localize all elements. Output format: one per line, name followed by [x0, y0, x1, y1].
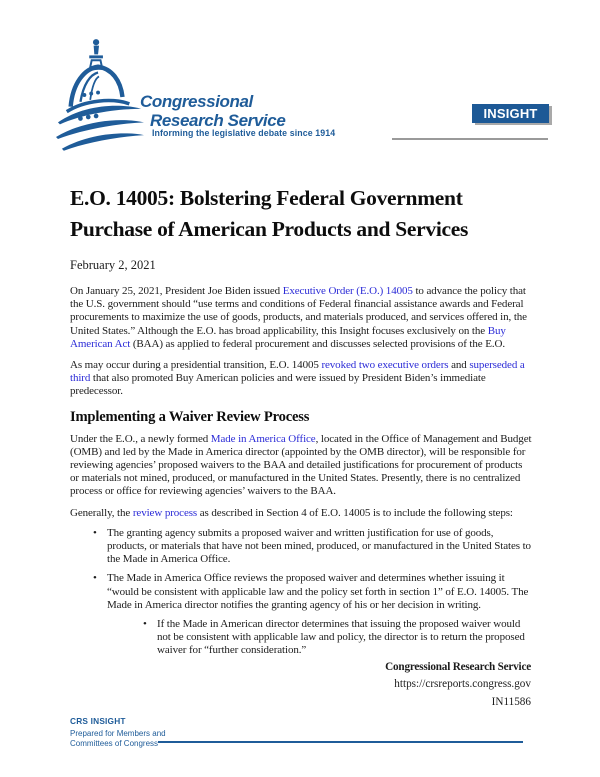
bullet-icon: •	[143, 618, 147, 631]
link-review-process[interactable]: review process	[132, 506, 198, 519]
paragraph-transition	[70, 359, 533, 399]
text-run: As may occur during a presidential transition, E.O. 14005	[70, 359, 322, 372]
list-item	[70, 527, 533, 567]
publication-date: February 2, 2021	[70, 258, 156, 272]
page-title-line-1: E.O. 14005: Bolstering Federal Government	[70, 186, 463, 210]
text-run: On January 25, 2021, President Joe Biden issued	[70, 285, 283, 297]
sub-list-item	[107, 618, 533, 658]
list-item	[70, 572, 533, 657]
bullet-text: If the Made in American director determines that issuing the proposed waiver would not be consistent with applicable law and policy, the director is to return the proposed waiver for “further consideration.”	[157, 618, 525, 657]
header-divider	[392, 138, 548, 140]
document-body	[70, 183, 533, 664]
bullet-icon: •	[93, 572, 97, 585]
footer-brand-block	[70, 716, 166, 750]
footer-org-name: Congressional Research Service	[385, 661, 531, 673]
crs-insight-brand: CRS INSIGHT	[70, 716, 126, 726]
text-run: as described in Section 4 of E.O. 14005 is to include the following steps:	[197, 506, 513, 519]
text-run: Generally, the	[70, 506, 133, 519]
footer-report-id: IN11586	[491, 695, 531, 708]
waiver-steps-sublist	[107, 618, 533, 658]
link-buy-american-act[interactable]: Buy American Act	[70, 324, 506, 350]
text-run: and	[448, 359, 470, 372]
capitol-dome-icon	[56, 36, 144, 154]
footer-divider	[158, 741, 523, 743]
bullet-text: The Made in America Office reviews the proposed waiver and determines whether issuing it “would be consistent with applicable law and the policy set forth in section 1” of E.O. 14005. The Made in America director notifies the granting agency of his or her decision in writing.	[107, 572, 529, 611]
footer-url-link[interactable]: https://crsreports.congress.gov	[394, 678, 531, 691]
paragraph-intro	[70, 285, 533, 351]
crs-logo-wordmark	[140, 92, 285, 130]
paragraph-review-process	[70, 507, 533, 520]
text-run: Under the E.O., a newly formed	[70, 432, 211, 445]
link-revoked-executive-orders[interactable]: revoked two executive orders	[321, 359, 449, 372]
bullet-text: The granting agency submits a proposed waiver and written justification for use of goods, products, or materials that have not been mined, produced, or manufactured in the United States to the Made in America Office.	[107, 526, 531, 566]
prepared-line-1: Prepared for Members and	[70, 728, 166, 738]
logo-tagline: Informing the legislative debate since 1914	[152, 128, 336, 138]
link-eo-14005[interactable]: Executive Order (E.O.) 14005	[282, 285, 413, 297]
link-made-in-america-office[interactable]: Made in America Office	[210, 432, 316, 445]
link-superseded-third[interactable]: superseded a third	[70, 359, 525, 385]
paragraph-made-in-america-office	[70, 433, 533, 499]
logo-line-2: Research Service	[150, 111, 286, 130]
insight-badge: INSIGHT	[472, 104, 549, 123]
page-title-line-2: Purchase of American Products and Services	[70, 216, 469, 241]
text-run: to advance the policy that the U.S. government should “use terms and conditions of Federal financial assistance awards and Federal procurements to maximize the use of goods, products, and materials produced, and services offered in, the United States.” Although the E.O. has broad applicability, this Insight focuses exclusively on the	[70, 285, 527, 337]
bullet-icon: •	[93, 526, 97, 539]
footer-attribution	[385, 659, 531, 711]
waiver-steps-list	[70, 527, 533, 658]
page-title	[70, 183, 533, 244]
text-run: , located in the Office of Management and Budget (OMB) and led by the Made in America director (appointed by the OMB director), will be responsible for reviewing agencies’ proposed waivers to the BAA and detailed justifications for procurement of products or materials not mined, produced, or manufactured in the United States. Presently, there is no centralized process or office for reviewing agencies’ waivers to the BAA.	[70, 432, 532, 498]
prepared-line-2: Committees of Congress	[70, 739, 159, 748]
text-run: that also promoted Buy American policies and were issued by President Biden’s immediate predecessor.	[70, 372, 486, 398]
text-run: (BAA) as applied to federal procurement and discusses selected provisions of the E.O.	[130, 337, 505, 350]
section-heading-waiver-review: Implementing a Waiver Review Process	[70, 408, 310, 425]
logo-line-1: Congressional	[140, 92, 253, 111]
